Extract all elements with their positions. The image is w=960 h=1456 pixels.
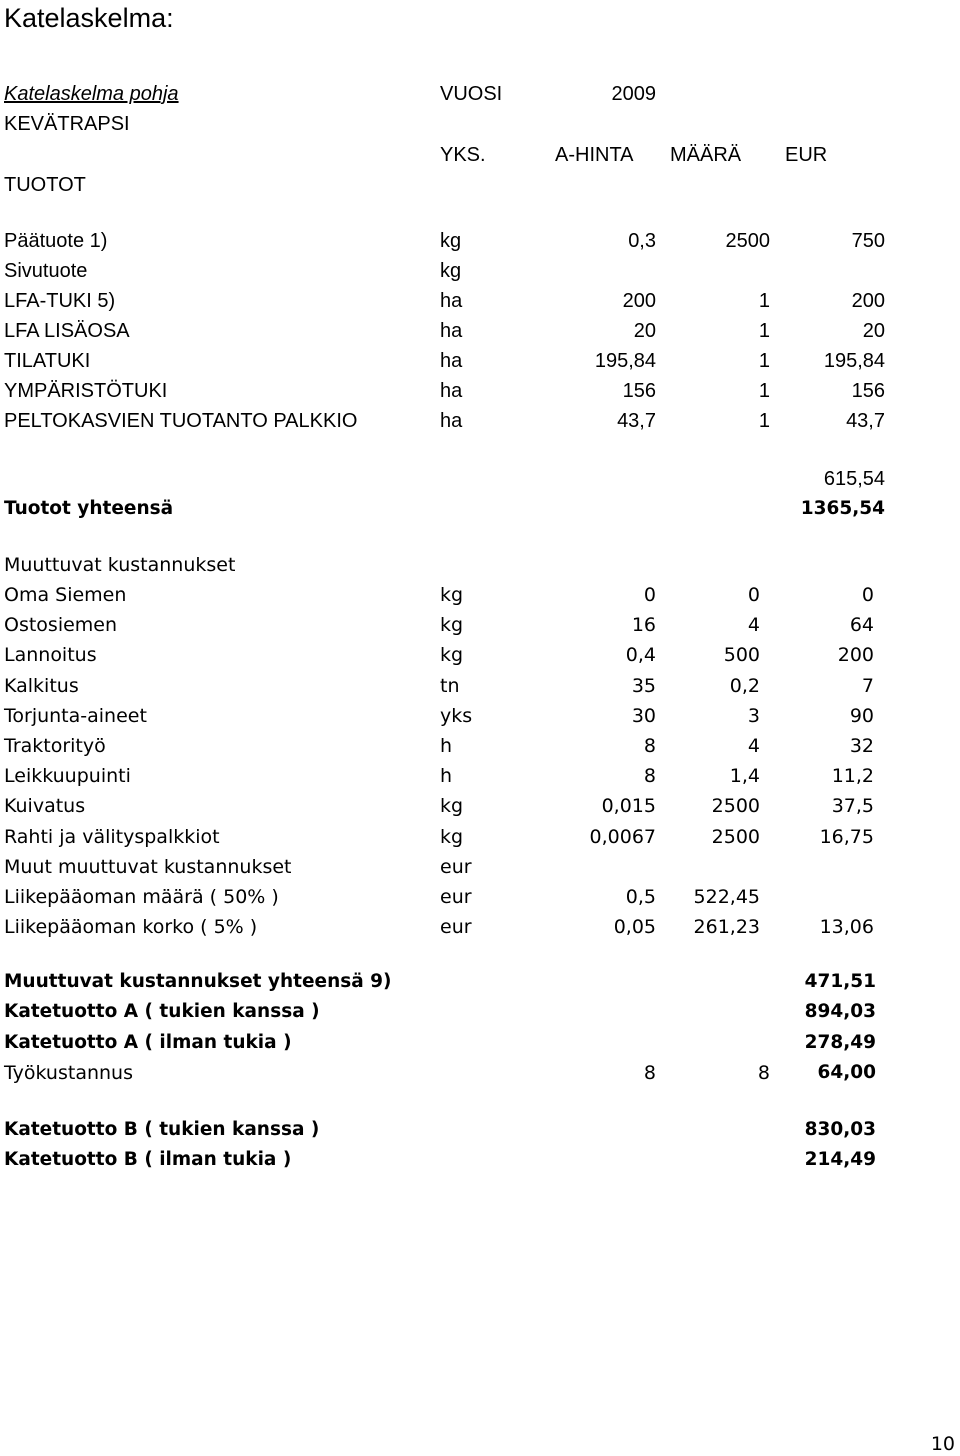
row-quantity: 500: [723, 644, 760, 667]
row-unit: kg: [440, 825, 464, 848]
row-price: 0,5: [625, 886, 656, 908]
row-eur: 200: [837, 644, 874, 667]
row-eur: 90: [849, 704, 874, 727]
row-price: 0,015: [601, 795, 656, 818]
row-unit: h: [440, 735, 453, 757]
row-eur: 20: [862, 320, 885, 342]
row-label: Muuttuvat kustannukset yhteensä 9): [4, 971, 392, 992]
row-label: Katetuotto A ( tukien kanssa ): [4, 1001, 320, 1022]
row-price: 8: [643, 765, 656, 788]
row-quantity: 2500: [725, 230, 770, 252]
row-label: Ostosiemen: [4, 614, 118, 637]
row-label: Kalkitus: [4, 674, 79, 697]
row-label: Katetuotto B ( tukien kanssa ): [4, 1119, 320, 1140]
row-price: 156: [622, 380, 656, 402]
row-eur: 830,03: [804, 1119, 876, 1140]
row-eur: 195,84: [823, 350, 885, 372]
row-quantity: 2500: [711, 825, 760, 848]
row-unit: kg: [440, 260, 462, 282]
row-price: 0,0067: [589, 825, 656, 848]
column-header-unit: YKS.: [440, 144, 486, 166]
template-label: Katelaskelma pohja: [4, 83, 179, 105]
row-quantity: 1: [758, 290, 770, 312]
row-label: Torjunta-aineet: [4, 704, 147, 727]
row-eur: 16,75: [819, 825, 874, 848]
row-unit: yks: [440, 704, 473, 727]
row-label: YMPÄRISTÖTUKI: [4, 380, 168, 402]
income-heading: TUOTOT: [4, 174, 86, 196]
row-unit: kg: [440, 614, 464, 637]
row-price: 8: [643, 1062, 656, 1084]
row-quantity: 1: [758, 380, 770, 402]
row-eur: 64: [849, 614, 874, 637]
row-label: Päätuote 1): [4, 230, 108, 252]
row-eur: 156: [851, 380, 885, 402]
row-quantity: 261,23: [693, 916, 760, 939]
row-price: 35: [631, 674, 656, 697]
row-price: 0,4: [625, 644, 656, 667]
row-quantity: 522,45: [693, 886, 760, 908]
variable-costs-heading: Muuttuvat kustannukset: [4, 554, 236, 576]
row-eur: 64,00: [817, 1062, 876, 1083]
row-unit: ha: [440, 410, 463, 432]
row-label: Katetuotto B ( ilman tukia ): [4, 1149, 292, 1170]
row-quantity: 2500: [711, 795, 760, 818]
row-label: LFA LISÄOSA: [4, 320, 130, 342]
row-eur: 32: [849, 735, 874, 757]
row-eur: 37,5: [831, 795, 874, 818]
row-label: Liikepääoman korko ( 5% ): [4, 916, 258, 939]
row-eur: 200: [851, 290, 885, 312]
row-label: Katetuotto A ( ilman tukia ): [4, 1032, 292, 1053]
row-price: 195,84: [594, 350, 656, 372]
row-unit: kg: [440, 230, 462, 252]
row-label: Oma Siemen: [4, 584, 127, 606]
row-unit: eur: [440, 916, 472, 939]
row-unit: kg: [440, 584, 464, 606]
row-eur: 43,7: [846, 410, 885, 432]
row-label: Kuivatus: [4, 795, 86, 818]
row-price: 0: [643, 584, 656, 606]
row-label: LFA-TUKI 5): [4, 290, 116, 312]
row-label: TILATUKI: [4, 350, 91, 372]
row-price: 20: [633, 320, 656, 342]
row-label: Rahti ja välityspalkkiot: [4, 825, 220, 848]
row-quantity: 1,4: [729, 765, 760, 788]
column-header-quantity: MÄÄRÄ: [670, 144, 742, 166]
income-total-value: 1365,54: [800, 498, 885, 519]
row-label: Sivutuote: [4, 260, 88, 282]
row-quantity: 4: [747, 614, 760, 637]
row-eur: 750: [851, 230, 885, 252]
row-price: 0,3: [628, 230, 656, 252]
row-label: Leikkuupuinti: [4, 765, 131, 788]
row-quantity: 3: [747, 704, 760, 727]
row-quantity: 4: [747, 735, 760, 757]
row-eur: 11,2: [831, 765, 874, 788]
row-eur: 278,49: [804, 1032, 876, 1053]
year-value: 2009: [611, 83, 656, 105]
row-unit: tn: [440, 674, 460, 697]
row-quantity: 0: [747, 584, 760, 606]
row-label: Liikepääoman määrä ( 50% ): [4, 886, 279, 908]
row-label: Traktorityö: [4, 735, 106, 757]
row-price: 16: [631, 614, 656, 637]
row-unit: kg: [440, 795, 464, 818]
row-eur: 214,49: [804, 1149, 876, 1170]
row-price: 30: [631, 704, 656, 727]
row-quantity: 8: [757, 1062, 770, 1084]
row-unit: eur: [440, 886, 472, 908]
row-label: Työkustannus: [4, 1062, 133, 1084]
row-unit: ha: [440, 290, 463, 312]
row-unit: ha: [440, 320, 463, 342]
row-price: 0,05: [613, 916, 656, 939]
row-quantity: 0,2: [729, 674, 760, 697]
crop-name: KEVÄTRAPSI: [4, 113, 130, 135]
year-label: VUOSI: [440, 83, 503, 105]
column-header-eur: EUR: [785, 144, 828, 166]
row-label: Lannoitus: [4, 644, 97, 667]
row-eur: 0: [861, 584, 874, 606]
row-eur: 894,03: [804, 1001, 876, 1022]
row-eur: 7: [861, 674, 874, 697]
row-label: Muut muuttuvat kustannukset: [4, 855, 292, 878]
income-subtotal: 615,54: [823, 468, 885, 490]
row-unit: h: [440, 765, 453, 788]
row-unit: kg: [440, 644, 464, 667]
row-price: 8: [643, 735, 656, 757]
row-unit: ha: [440, 350, 463, 372]
row-eur: 471,51: [804, 971, 876, 992]
column-header-price: A-HINTA: [555, 144, 634, 166]
row-quantity: 1: [758, 410, 770, 432]
page-title: Katelaskelma:: [4, 3, 174, 33]
page-number: 10: [930, 1433, 955, 1455]
row-price: 200: [622, 290, 656, 312]
row-quantity: 1: [758, 350, 770, 372]
row-label: PELTOKASVIEN TUOTANTO PALKKIO: [4, 410, 358, 432]
row-unit: ha: [440, 380, 463, 402]
row-eur: 13,06: [819, 916, 874, 939]
row-quantity: 1: [758, 320, 770, 342]
row-price: 43,7: [617, 410, 656, 432]
row-unit: eur: [440, 855, 472, 878]
income-total-label: Tuotot yhteensä: [4, 498, 174, 519]
